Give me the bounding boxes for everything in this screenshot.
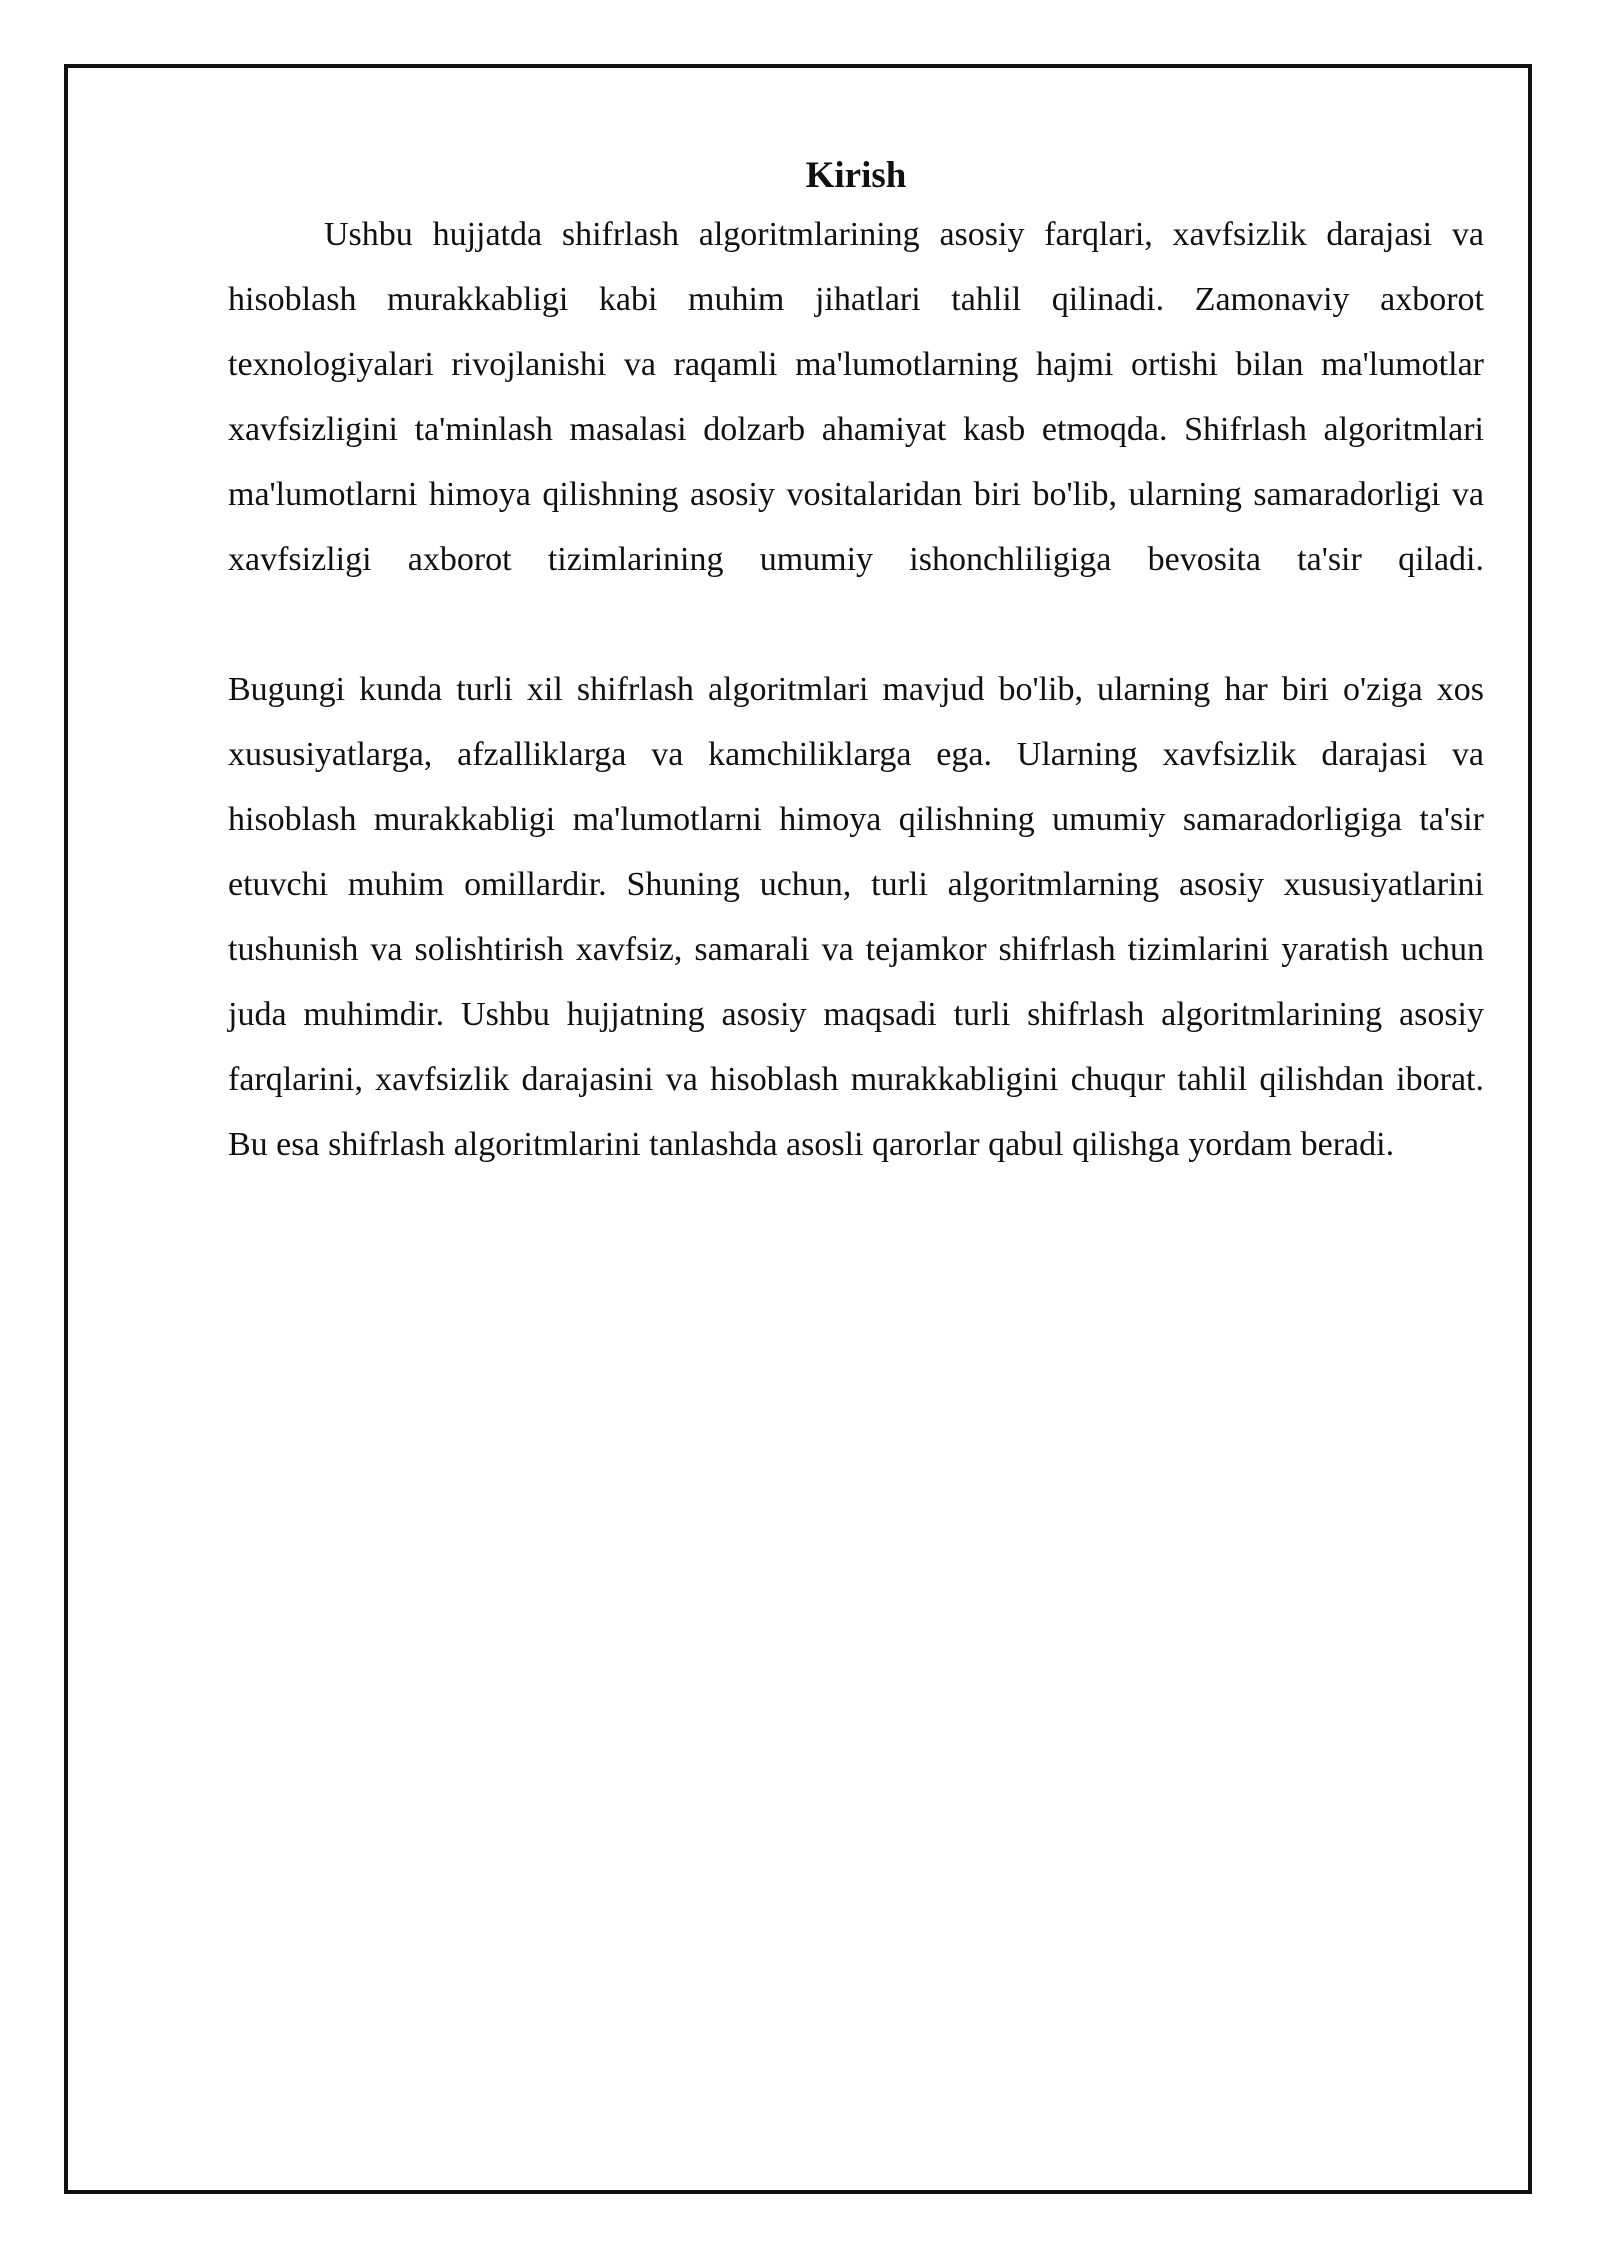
paragraph-intro: Ushbu hujjatda shifrlash algoritmlarining asosiy farqlari, xavfsizlik darajasi va hisoblash murakkabligi kabi muhim jihatlari tahlil qilinadi. Zamonaviy axborot texnologiyalari rivojlanishi va raqamli ma'lumotlarning hajmi ortishi bilan ma'lumotlar xavfsizligini ta'minlash masalasi dolzarb ahamiyat kasb etmoqda. Shifrlash algoritmlari ma'lumotlarni himoya qilishning asosiy vositalaridan biri bo'lib, ularning samaradorligi va xavfsizligi axborot tizimlarining umumiy ishonchliligiga bevosita ta'sir qiladi.	[228, 216, 1484, 578]
document-body	[228, 150, 1484, 1177]
paragraph-spacer	[228, 592, 1484, 657]
document-title: Kirish	[805, 155, 907, 196]
paragraph-body: Bugungi kunda turli xil shifrlash algoritmlari mavjud bo'lib, ularning har biri o'ziga xos xususiyatlarga, afzalliklarga va kamchiliklarga ega. Ularning xavfsizlik darajasi va hisoblash murakkabligi ma'lumotlarni himoya qilishning umumiy samaradorligiga ta'sir etuvchi muhim omillardir. Shuning uchun, turli algoritmlarning asosiy xususiyatlarini tushunish va solishtirish xavfsiz, samarali va tejamkor shifrlash tizimlarini yaratish uchun juda muhimdir. Ushbu hujjatning asosiy maqsadi turli shifrlash algoritmlarining asosiy farqlarini, xavfsizlik darajasini va hisoblash murakkabligini chuqur tahlil qilishdan iborat. Bu esa shifrlash algoritmlarini tanlashda asosli qarorlar qabul qilishga yordam beradi.	[228, 671, 1484, 1163]
